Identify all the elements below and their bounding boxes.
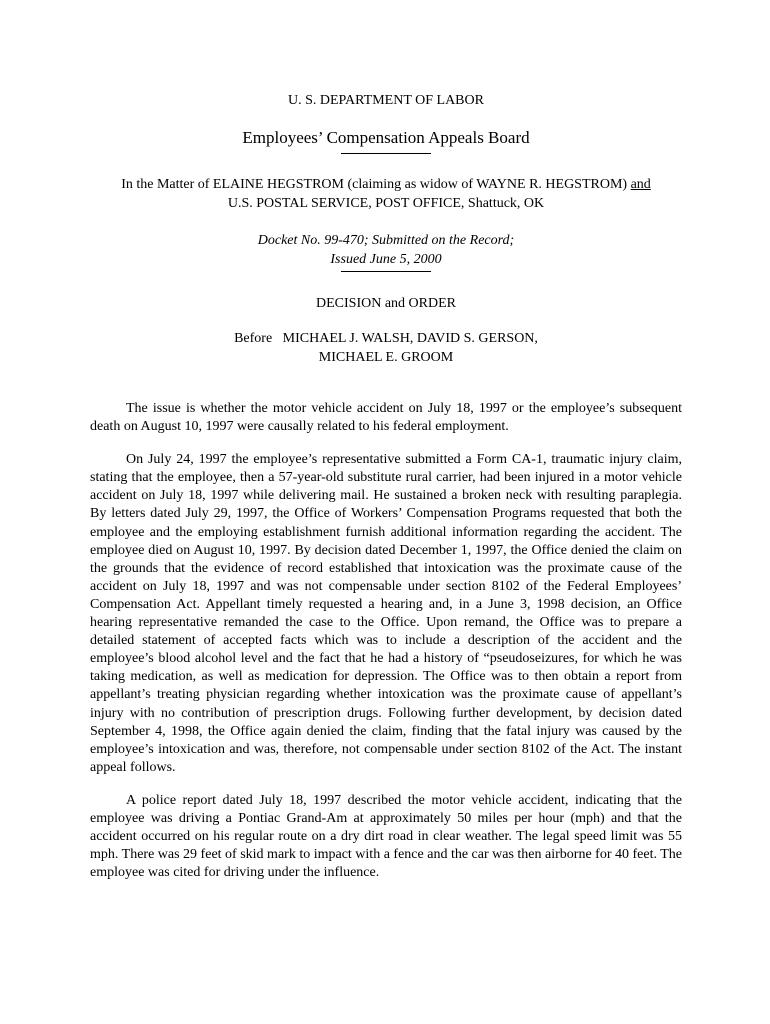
paragraph-background: On July 24, 1997 the employee’s representative submitted a Form CA-1, traumatic injury claim, stating that the employee, then a 57-year-old substitute rural carrier, had been injured in a motor vehicle accident on July 18, 1997 while delivering mail. He sustained a broken neck with resulting paraplegia. By letters dated July 29, 1997, the Office of Workers’ Compensation Programs requested that both the employee and the employing establishment furnish additional information regarding the accident. The employee died on August 10, 1997. By decision dated December 1, 1997, the Office denied the claim on the grounds that the evidence of record established that intoxication was the proximate cause of the accident on July 18, 1997 and was not compensable under section 8102 of the Federal Employees’ Compensation Act. Appellant timely requested a hearing and, in a June 3, 1998 decision, an Office hearing representative remanded the case to the Office. Upon remand, the Office was to prepare a detailed statement of accepted facts which was to include a description of the accident and the employee’s blood alcohol level and the fact that he had a history of “pseudoseizures, for which he was taking medication, as well as medication for depression. The Office was to then obtain a report from appellant’s treating physician regarding whether intoxication was the proximate cause of appellant’s injury with no contribution of prescription drugs. Following further development, by decision dated September 4, 1998, the Office again denied the claim, finding that the fatal injury was caused by the employee’s intoxication and was, therefore, not compensable under section 8102 of the Act. The instant appeal follows. <box>90 452 682 775</box>
panel-members <box>90 329 682 367</box>
paragraph-issue: The issue is whether the motor vehicle accident on July 18, 1997 or the employee’s subsequent death on August 10, 1997 were causally related to his federal employment. <box>90 401 682 435</box>
case-caption-line-1 <box>90 175 682 194</box>
case-caption-line-2: U.S. POSTAL SERVICE, POST OFFICE, Shattuck, OK <box>227 196 545 211</box>
agency-name: U. S. DEPARTMENT OF LABOR <box>288 93 484 108</box>
board-title: Employees’ Compensation Appeals Board <box>242 128 530 147</box>
document-page <box>90 92 682 882</box>
case-parties: In the Matter of ELAINE HEGSTROM (claiming as widow of WAYNE R. HEGSTROM) <box>121 177 631 192</box>
case-caption <box>90 175 682 213</box>
title-divider <box>341 153 431 154</box>
case-and-conjunction: and <box>630 177 651 192</box>
panel-line-1: Before MICHAEL J. WALSH, DAVID S. GERSON, <box>234 331 538 346</box>
paragraph-police-report: A police report dated July 18, 1997 described the motor vehicle accident, indicating that the employee was driving a Pontiac Grand-Am at approximately 50 miles per hour (mph) and that the accident occurred on his regular route on a dry dirt road in clear weather. The legal speed limit was 55 mph. There was 29 feet of skid mark to impact with a fence and the car was then airborne for 40 feet. The employee was cited for driving under the influence. <box>90 792 682 881</box>
docket-info <box>90 231 682 269</box>
docket-line-2: Issued June 5, 2000 <box>330 252 442 267</box>
panel-line-2: MICHAEL E. GROOM <box>318 350 454 365</box>
docket-divider <box>341 271 431 272</box>
docket-line-1: Docket No. 99-470; Submitted on the Record; <box>257 233 515 248</box>
decision-title: DECISION and ORDER <box>316 296 456 311</box>
